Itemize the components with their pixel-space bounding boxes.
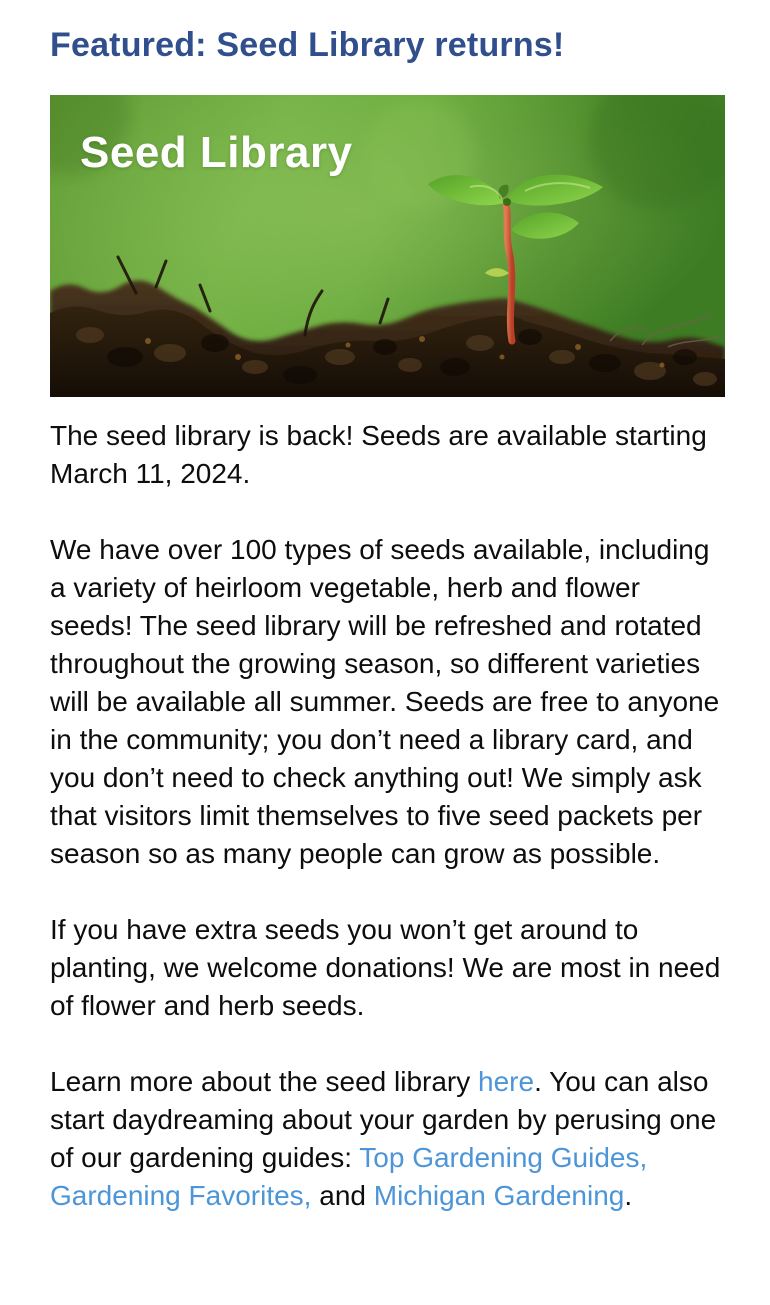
text-segment: . You can also start daydreaming about your garden by perusing one of our gardening guides: — [50, 1066, 717, 1173]
paragraph-donations: If you have extra seeds you won’t get around to planting, we welcome donations! We are most in need of flower and herb seeds. — [50, 914, 721, 1021]
here-link[interactable]: here — [478, 1066, 535, 1097]
hero-overlay-title: Seed Library — [80, 128, 353, 177]
text-segment: and — [311, 1180, 374, 1211]
gardening-favorites-link[interactable]: Gardening Favorites, — [50, 1180, 312, 1211]
paragraph-learn-more — [50, 1063, 723, 1215]
michigan-gardening-link[interactable]: Michigan Gardening — [373, 1180, 625, 1211]
top-gardening-guides-link[interactable]: Top Gardening Guides, — [359, 1142, 648, 1173]
text-segment: Learn more about the seed library — [50, 1066, 479, 1097]
newsletter-page — [0, 25, 770, 1215]
text-segment: . — [624, 1180, 633, 1211]
featured-heading: Featured: Seed Library returns! — [50, 26, 565, 64]
paragraph-details: We have over 100 types of seeds available, including a variety of heirloom vegetable, herb and flower seeds! The seed library will be refreshed and rotated throughout the growing season, so different varieties will be available all summer. Seeds are free to anyone in the community; you don’t need a library card, and you don’t need to check anything out! We simply ask that visitors limit themselves to five seed packets per season so as many people can grow as possible. — [50, 534, 720, 869]
seed-library-hero-image — [50, 95, 725, 397]
paragraph-intro: The seed library is back! Seeds are available starting March 11, 2024. — [50, 420, 707, 489]
